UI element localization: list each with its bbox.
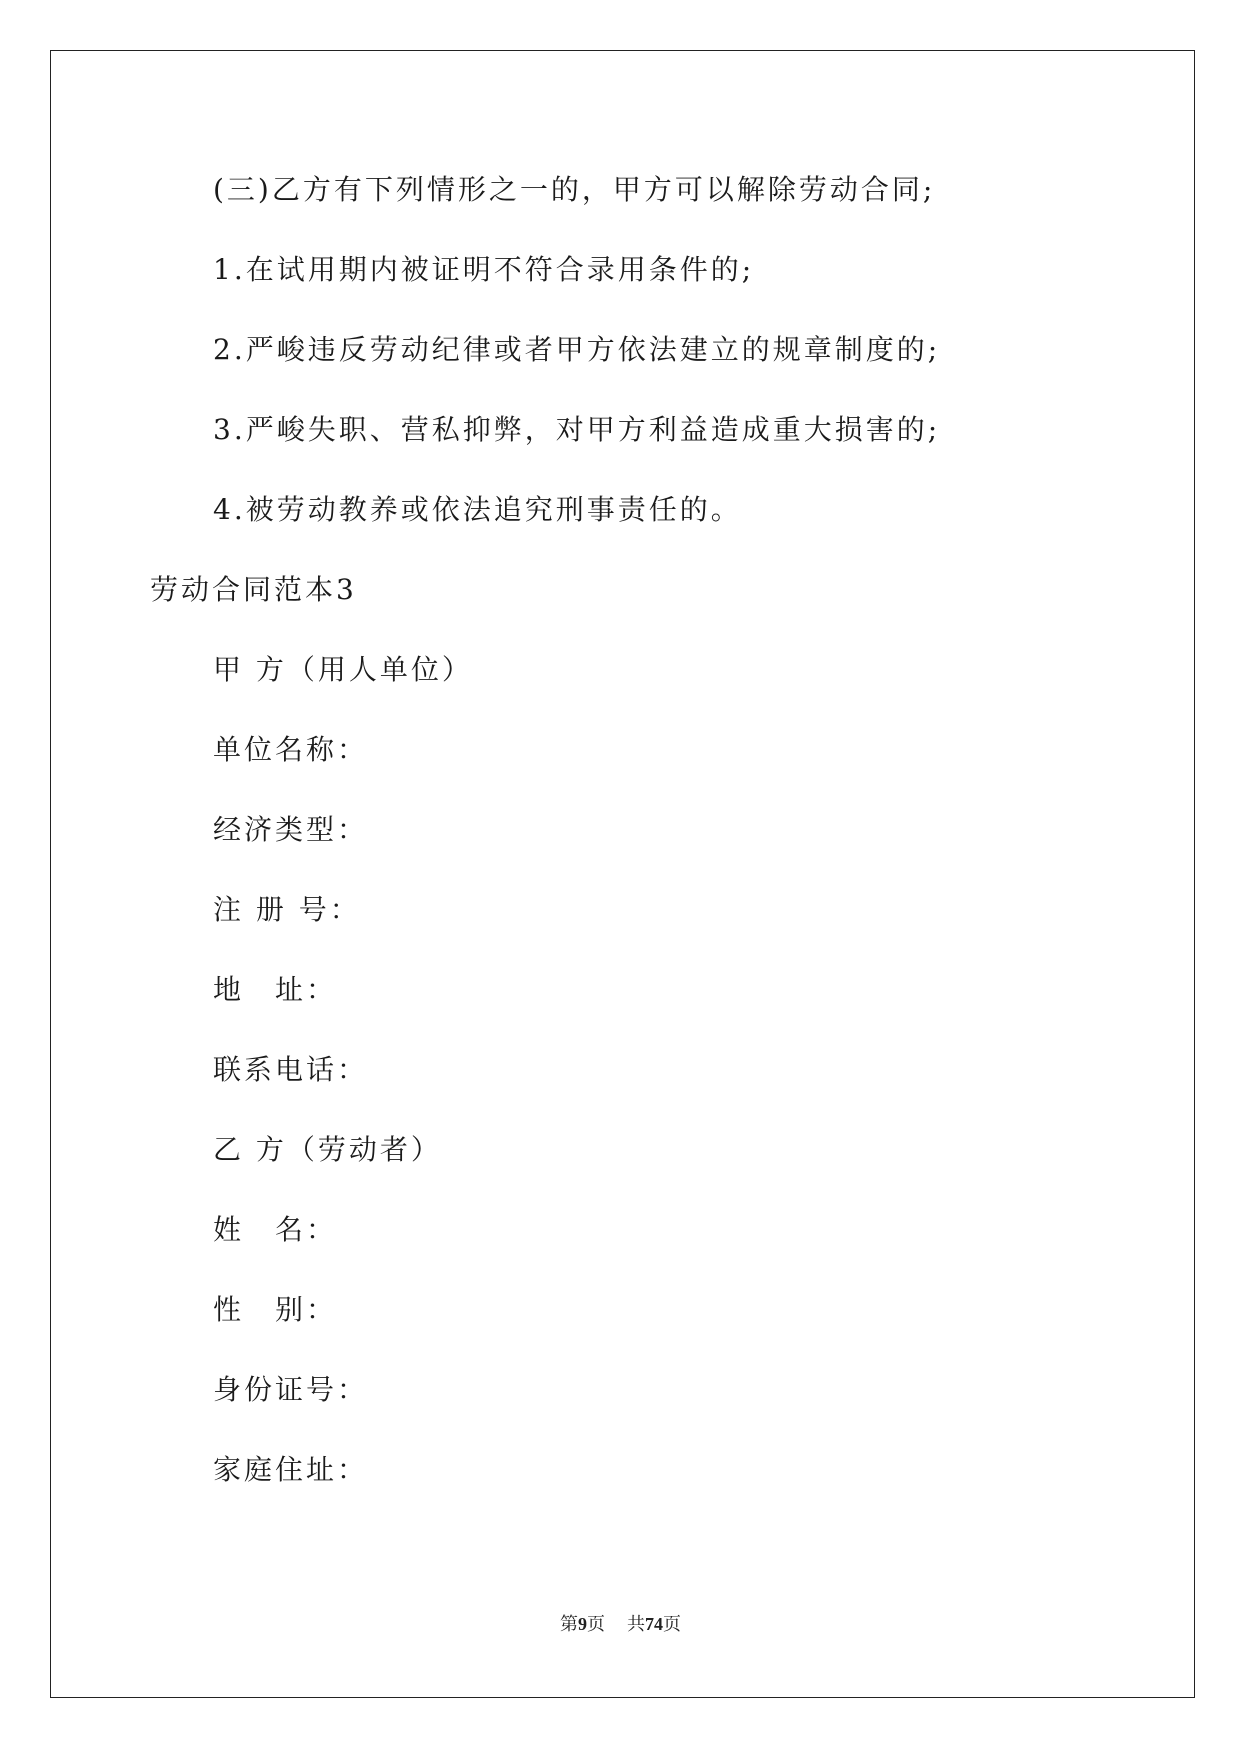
field-economic-type: 经济类型：: [213, 813, 369, 846]
page-number: 9: [578, 1614, 587, 1634]
page-footer: [0, 1612, 1241, 1636]
list-item-1: 1.在试用期内被证明不符合录用条件的;: [213, 253, 755, 286]
party-a-heading: 甲 方（用人单位）: [213, 653, 473, 686]
field-unit-name: 单位名称：: [213, 733, 369, 766]
total-prefix: 共: [627, 1614, 645, 1634]
paragraph-clause-3: (三)乙方有下列情形之一的，甲方可以解除劳动合同;: [213, 173, 936, 206]
list-item-4: 4.被劳动教养或依法追究刑事责任的。: [213, 493, 742, 526]
field-id-number: 身份证号：: [213, 1373, 369, 1406]
field-address: 地 址：: [213, 973, 338, 1006]
page-suffix: 页: [587, 1614, 605, 1634]
field-home-address: 家庭住址：: [213, 1453, 369, 1486]
party-b-heading: 乙 方（劳动者）: [213, 1133, 442, 1166]
total-pages: 74: [645, 1614, 663, 1634]
field-name: 姓 名：: [213, 1213, 338, 1246]
page-border: [50, 50, 1195, 1698]
field-contact-phone: 联系电话：: [213, 1053, 369, 1086]
page-prefix: 第: [560, 1614, 578, 1634]
list-item-2: 2.严峻违反劳动纪律或者甲方依法建立的规章制度的;: [213, 333, 941, 366]
total-suffix: 页: [663, 1614, 681, 1634]
field-registration-number: 注 册 号：: [213, 893, 361, 926]
field-gender: 性 别：: [213, 1293, 338, 1326]
list-item-3: 3.严峻失职、营私抑弊，对甲方利益造成重大损害的;: [213, 413, 941, 446]
section-heading: 劳动合同范本3: [150, 573, 357, 606]
